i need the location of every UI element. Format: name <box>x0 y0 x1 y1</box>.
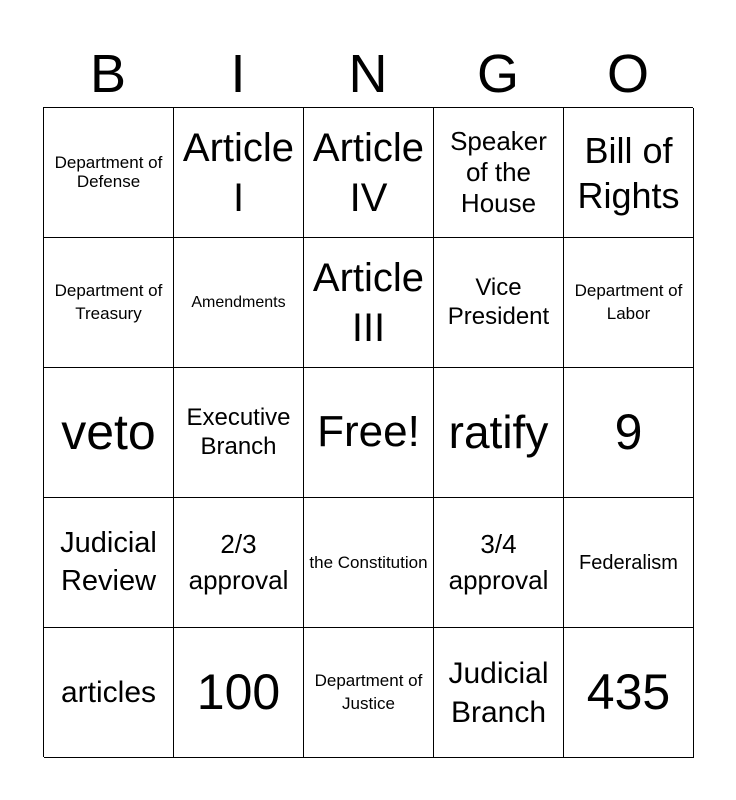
cell-label: articles <box>60 675 157 709</box>
cell-label: 2/3 approval <box>188 529 289 595</box>
bingo-cell[interactable] <box>304 628 434 758</box>
cell-label: Vice President <box>447 273 550 330</box>
cell-label: Department of Justice <box>314 671 423 713</box>
bingo-header <box>43 40 693 108</box>
cell-label: Bill of Rights <box>577 129 680 216</box>
bingo-cell[interactable] <box>44 628 174 758</box>
bingo-cell[interactable] <box>434 238 564 368</box>
bingo-cell[interactable] <box>44 108 174 238</box>
bingo-cell[interactable] <box>434 498 564 628</box>
cell-label: Article III <box>312 255 425 350</box>
cell-label: 100 <box>196 664 281 720</box>
bingo-cell[interactable] <box>304 368 434 498</box>
cell-label: Article IV <box>312 125 425 220</box>
header-letter-g: G <box>476 44 519 104</box>
cell-label: 9 <box>614 404 643 460</box>
cell-label: Article I <box>182 125 295 220</box>
bingo-cell[interactable] <box>434 368 564 498</box>
header-letter-o: O <box>606 44 649 104</box>
header-letter-b: B <box>89 44 127 104</box>
bingo-cell[interactable] <box>174 628 304 758</box>
cell-label: Department of Treasury <box>54 281 163 323</box>
header-letter-i: I <box>230 44 246 104</box>
bingo-cell[interactable] <box>174 108 304 238</box>
bingo-cell[interactable] <box>434 628 564 758</box>
cell-label: Judicial Branch <box>448 656 549 729</box>
cell-label: ratify <box>448 406 549 459</box>
bingo-cell[interactable] <box>44 238 174 368</box>
bingo-cell[interactable] <box>304 238 434 368</box>
bingo-cell[interactable] <box>564 238 694 368</box>
cell-label: Free! <box>317 407 420 457</box>
cell-label: Federalism <box>579 551 678 574</box>
bingo-cell[interactable] <box>174 368 304 498</box>
cell-label: veto <box>61 404 156 460</box>
bingo-cell[interactable] <box>564 628 694 758</box>
bingo-cell[interactable] <box>44 368 174 498</box>
bingo-cell[interactable] <box>304 108 434 238</box>
cell-label: 435 <box>586 664 671 720</box>
cell-label: Amendments <box>191 293 286 311</box>
cell-label: Department of Labor <box>574 281 683 323</box>
cell-label: Department of Defense <box>54 152 163 191</box>
bingo-cell[interactable] <box>564 498 694 628</box>
bingo-board <box>43 107 693 757</box>
bingo-cell[interactable] <box>564 108 694 238</box>
cell-label: the Constitution <box>309 552 428 572</box>
bingo-cell[interactable] <box>304 498 434 628</box>
header-letter-n: N <box>348 44 388 104</box>
bingo-cell[interactable] <box>434 108 564 238</box>
cell-label: 3/4 approval <box>448 529 549 595</box>
cell-label: Judicial Review <box>60 526 157 597</box>
bingo-cell[interactable] <box>174 238 304 368</box>
bingo-cell[interactable] <box>564 368 694 498</box>
bingo-cell[interactable] <box>174 498 304 628</box>
bingo-cell[interactable] <box>44 498 174 628</box>
cell-label: Speaker of the House <box>450 125 547 219</box>
cell-label: Executive Branch <box>186 403 291 460</box>
